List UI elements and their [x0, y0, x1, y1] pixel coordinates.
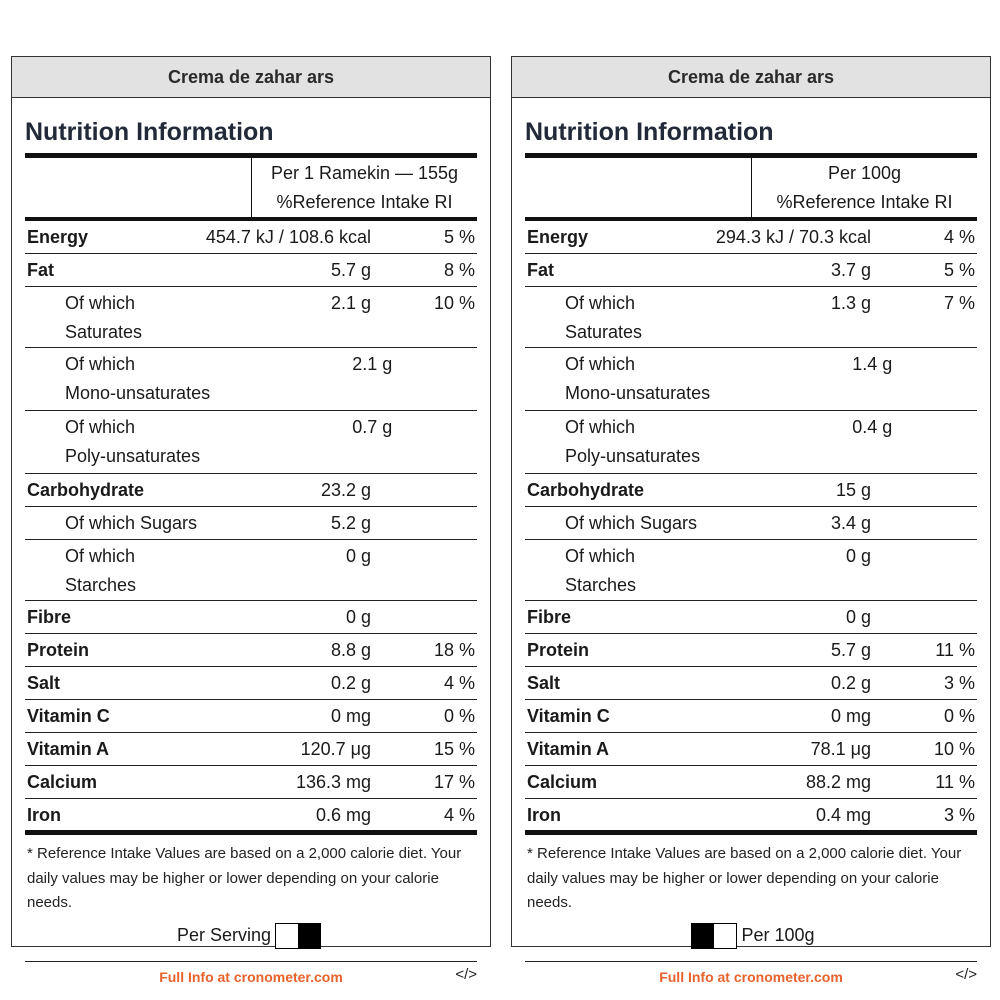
- nutrient-row-iron: Iron 0.6 mg 4 %: [25, 799, 477, 835]
- nutrient-row-vitamin-a: Vitamin A 120.7 μg 15 %: [25, 733, 477, 766]
- serving-size-label: Per 1 Ramekin — 155g: [270, 163, 459, 183]
- nutrient-row-fibre: Fibre 0 g: [25, 601, 477, 634]
- nutrient-row-salt: Salt 0.2 g 3 %: [525, 667, 977, 700]
- nutrient-row-starches: Of which Starches 0 g: [25, 540, 477, 601]
- toggle-label: Per Serving: [176, 925, 272, 945]
- nutrient-row-vitamin-c: Vitamin C 0 mg 0 %: [525, 700, 977, 733]
- nutrient-row-poly-unsaturates: Of which Poly-unsaturates 0.4 g: [525, 411, 977, 474]
- nutrient-row-saturates: Of which Saturates 1.3 g 7 %: [525, 287, 977, 348]
- nutrient-row-iron: Iron 0.4 mg 3 %: [525, 799, 977, 835]
- nutrition-title: Nutrition Information: [25, 118, 274, 146]
- embed-code-icon[interactable]: </>: [955, 965, 977, 983]
- food-name-header: Crema de zahar ars: [12, 57, 490, 98]
- nutrient-row-sugars: Of which Sugars 3.4 g: [525, 507, 977, 540]
- nutrient-row-energy: Energy 294.3 kJ / 70.3 kcal 4 %: [525, 221, 977, 254]
- nutrient-row-energy: Energy 454.7 kJ / 108.6 kcal 5 %: [25, 221, 477, 254]
- nutrient-row-poly-unsaturates: Of which Poly-unsaturates 0.7 g: [25, 411, 477, 474]
- nutrient-row-fibre: Fibre 0 g: [525, 601, 977, 634]
- nutrient-row-protein: Protein 5.7 g 11 %: [525, 634, 977, 667]
- food-name-header: Crema de zahar ars: [512, 57, 990, 98]
- nutrition-title: Nutrition Information: [525, 118, 774, 146]
- serving-toggle-row: [525, 919, 977, 953]
- nutrient-row-calcium: Calcium 88.2 mg 11 %: [525, 766, 977, 799]
- nutrient-row-mono-unsaturates: Of which Mono-unsaturates 1.4 g: [525, 348, 977, 411]
- reference-intake-label: %Reference Intake RI: [776, 192, 953, 212]
- column-header: [525, 158, 977, 221]
- full-info-link[interactable]: Full Info at cronometer.com: [159, 968, 343, 985]
- nutrient-row-starches: Of which Starches 0 g: [525, 540, 977, 601]
- column-header: [25, 158, 477, 221]
- nutrient-row-salt: Salt 0.2 g 4 %: [25, 667, 477, 700]
- reference-intake-footnote: * Reference Intake Values are based on a 2,000 calorie diet. Your daily values may be higher or lower depending on your calorie needs.: [527, 845, 962, 911]
- nutrient-row-sugars: Of which Sugars 5.2 g: [25, 507, 477, 540]
- embed-code-icon[interactable]: </>: [455, 965, 477, 983]
- nutrient-row-vitamin-a: Vitamin A 78.1 μg 10 %: [525, 733, 977, 766]
- reference-intake-label: %Reference Intake RI: [276, 192, 453, 212]
- nutrient-row-protein: Protein 8.8 g 18 %: [25, 634, 477, 667]
- serving-toggle[interactable]: [691, 923, 737, 949]
- nutrient-row-saturates: Of which Saturates 2.1 g 10 %: [25, 287, 477, 348]
- nutrient-row-mono-unsaturates: Of which Mono-unsaturates 2.1 g: [25, 348, 477, 411]
- nutrient-row-carbohydrate: Carbohydrate 15 g: [525, 474, 977, 507]
- nutrient-row-calcium: Calcium 136.3 mg 17 %: [25, 766, 477, 799]
- nutrient-row-fat: Fat 5.7 g 8 %: [25, 254, 477, 287]
- nutrient-row-vitamin-c: Vitamin C 0 mg 0 %: [25, 700, 477, 733]
- nutrient-row-carbohydrate: Carbohydrate 23.2 g: [25, 474, 477, 507]
- nutrient-row-fat: Fat 3.7 g 5 %: [525, 254, 977, 287]
- full-info-link[interactable]: Full Info at cronometer.com: [659, 968, 843, 985]
- nutrition-label-per-100g: [511, 56, 991, 985]
- serving-toggle-row: [25, 919, 477, 953]
- serving-toggle[interactable]: [275, 923, 321, 949]
- serving-size-label: Per 100g: [827, 163, 902, 183]
- nutrition-label-per-serving: [11, 56, 491, 985]
- toggle-label: Per 100g: [741, 925, 815, 945]
- reference-intake-footnote: * Reference Intake Values are based on a 2,000 calorie diet. Your daily values may be higher or lower depending on your calorie needs.: [27, 845, 462, 911]
